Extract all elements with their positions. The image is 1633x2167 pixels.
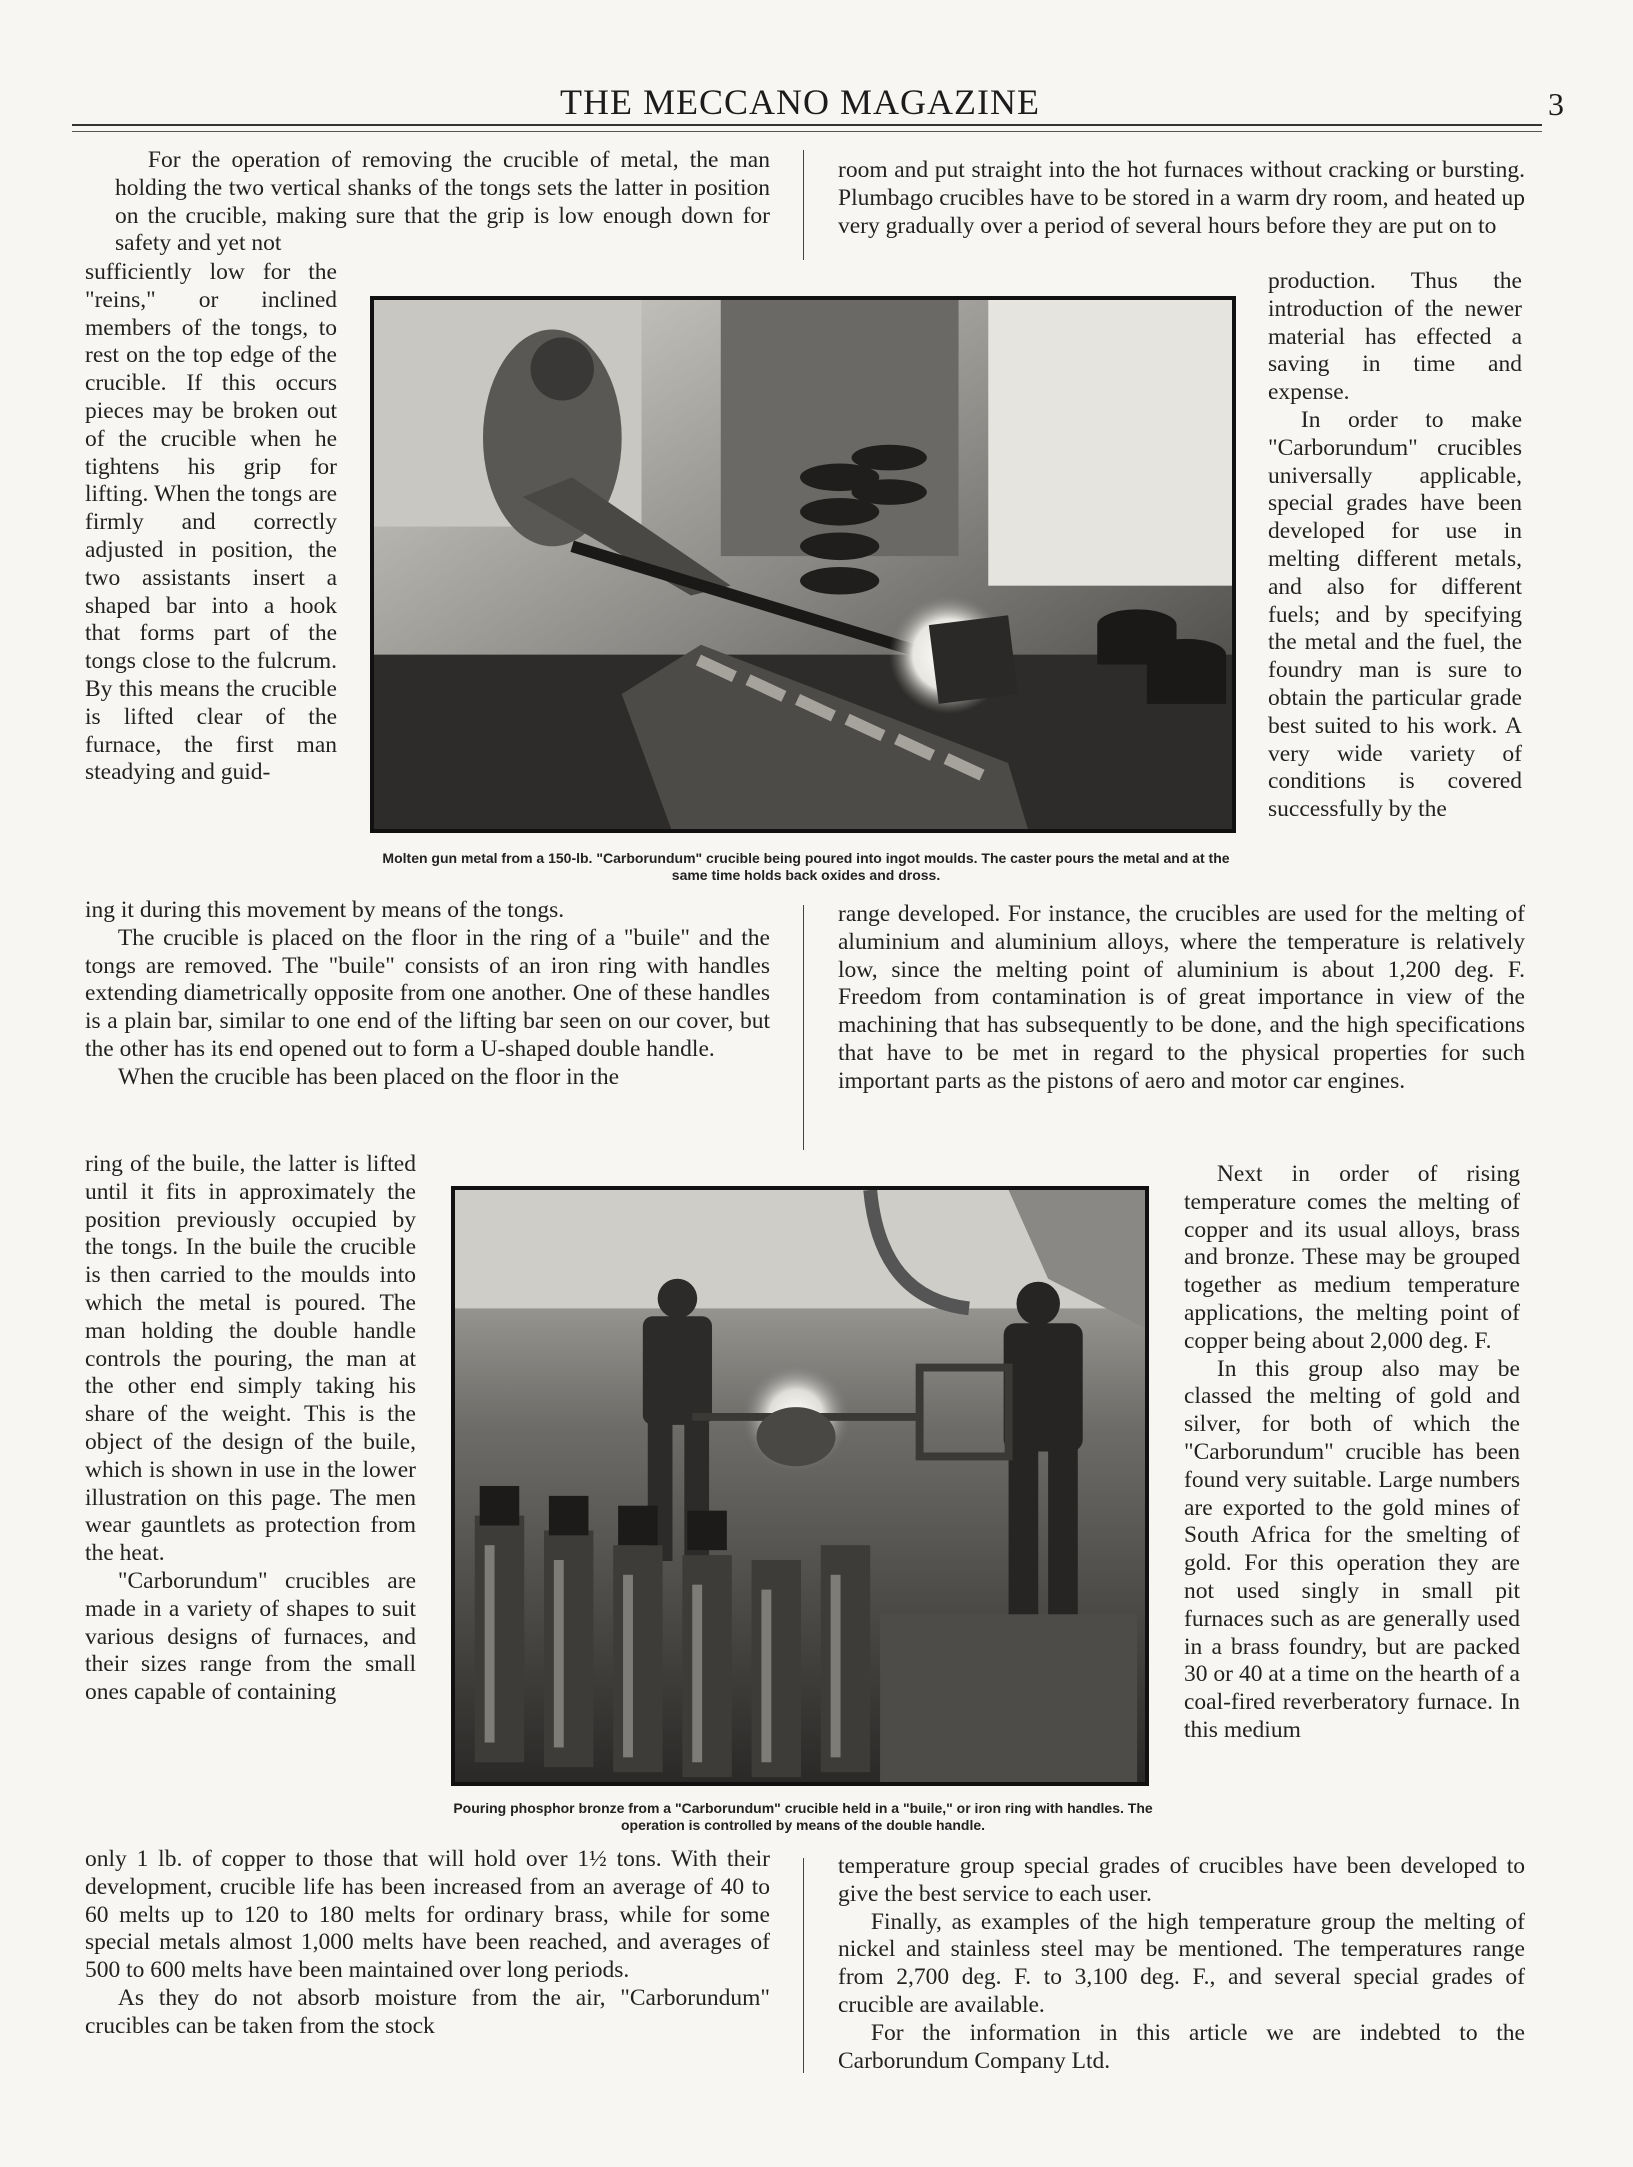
column-divider xyxy=(803,150,804,260)
left-column-intro: For the operation of removing the crucible of metal, the man holding the two vertical shanks of the tongs sets the latter in position on the crucible, making sure that the grip is low enough down for safety and yet not xyxy=(115,147,770,257)
foundry-pouring-illustration xyxy=(374,300,1232,829)
left-narrow-column-2: ring of the buile, the latter is lifted until it fits in approximately the position previously occupied by the tongs. In the buile the crucible is then carried to the moulds into which the metal is poured. The man holding the double handle controls the pouring, the man at the other end simply taking his share of the weight. This is the object of the design of the buile, which is shown in use in the lower illustration on this page. The men wear gauntlets as protection from the heat. "Carborundum" crucibles are made in a variety of shapes to suit various designs of furnaces, and their sizes range from the small ones capable of containing xyxy=(85,1151,416,1706)
buile-pouring-photo xyxy=(451,1186,1149,1786)
page-number: 3 xyxy=(1548,86,1564,122)
header-rule xyxy=(72,124,1542,126)
right-narrow-column-1: production. Thus the introduction of the newer material has effected a saving in time and expense. In order to make "Carborundum" crucibles universally applicable, special grades have been developed for use in melting different metals, and also for different fuels; and by specifying the metal and the fuel, the foundry man is sure to obtain the particular grade best suited to his work. A very wide variety of conditions is covered successfully by the xyxy=(1268,268,1522,823)
buile-pouring-illustration xyxy=(455,1190,1145,1782)
column-divider-middle xyxy=(803,905,804,1150)
header-rule-thin xyxy=(72,131,1542,132)
magazine-title: THE MECCANO MAGAZINE xyxy=(560,82,1040,122)
ingot-moulds-photo xyxy=(370,296,1236,833)
top-photo-caption: Molten gun metal from a 150-lb. "Carborundum" crucible being poured into ingot moulds. The caster pours the metal and at the same time holds back oxides and dross. xyxy=(382,850,1230,883)
bottom-photo-caption: Pouring phosphor bronze from a "Carborundum" crucible held in a "buile," or iron ring with handles. The operation is controlled by means of the double handle. xyxy=(453,1800,1153,1833)
column-divider-bottom xyxy=(803,1858,804,2073)
right-narrow-column-2: Next in order of rising temperature comes the melting of copper and its usual alloys, brass and bronze. These may be grouped together as medium temperature applications, the melting point of copper being about 2,000 deg. F. In this group also may be classed the melting of gold and silver, for both of which the "Carborundum" crucible has been found very suitable. Large numbers are exported to the gold mines of South Africa for the smelting of gold. For this operation they are not used singly in small pit furnaces such as are generally used in a brass foundry, but are packed 30 or 40 at a time on the hearth of a coal-fired reverberatory furnace. In this medium xyxy=(1184,1161,1520,1743)
right-column-intro: room and put straight into the hot furnaces without cracking or bursting. Plumbago crucibles have to be stored in a warm dry room, and heated up very gradually over a period of several hours before they are put on to xyxy=(838,157,1525,239)
right-column-middle: range developed. For instance, the crucibles are used for the melting of aluminium and aluminium alloys, where the temperature is relatively low, since the melting point of aluminium is about 1,200 deg. F. Freedom from contamination is of great importance in view of the machining that has subsequently to be done, and the high specifications that have to be met in regard to the physical properties for such important parts as the pistons of aero and motor car engines. xyxy=(838,901,1525,1094)
right-column-bottom: temperature group special grades of crucibles have been developed to give the best service to each user. Finally, as examples of the high temperature group the melting of nickel and stainless steel may be mentioned. The temperatures range from 2,700 deg. F. to 3,100 deg. F., and several special grades of crucible are available. For the information in this article we are indebted to the Carborundum Company Ltd. xyxy=(838,1853,1525,2074)
left-column-middle: ing it during this movement by means of the tongs. The crucible is placed on the floor in the ring of a "buile" and the tongs are removed. The "buile" consists of an iron ring with handles extending diametrically opposite from one another. One of these handles is a plain bar, similar to one end of the lifting bar seen on our cover, but the other has its end opened out to form a U-shaped double handle. When the crucible has been placed on the floor in the xyxy=(85,897,770,1090)
left-narrow-column-1: sufficiently low for the "reins," or inclined members of the tongs, to rest on the top edge of the crucible. If this occurs pieces may be broken out of the crucible when he tightens his grip for lifting. When the tongs are firmly and correctly adjusted in position, the two assistants insert a shaped bar into a hook that forms part of the tongs close to the fulcrum. By this means the crucible is lifted clear of the furnace, the first man steadying and guid- xyxy=(85,259,337,786)
left-column-bottom: only 1 lb. of copper to those that will hold over 1½ tons. With their development, crucible life has been increased from an average of 40 to 60 melts up to 120 to 180 melts for ordinary brass, while for some special metals almost 1,000 melts have been reached, and averages of 500 to 600 melts have been maintained over long periods. As they do not absorb moisture from the air, "Carborundum" crucibles can be taken from the stock xyxy=(85,1846,770,2039)
